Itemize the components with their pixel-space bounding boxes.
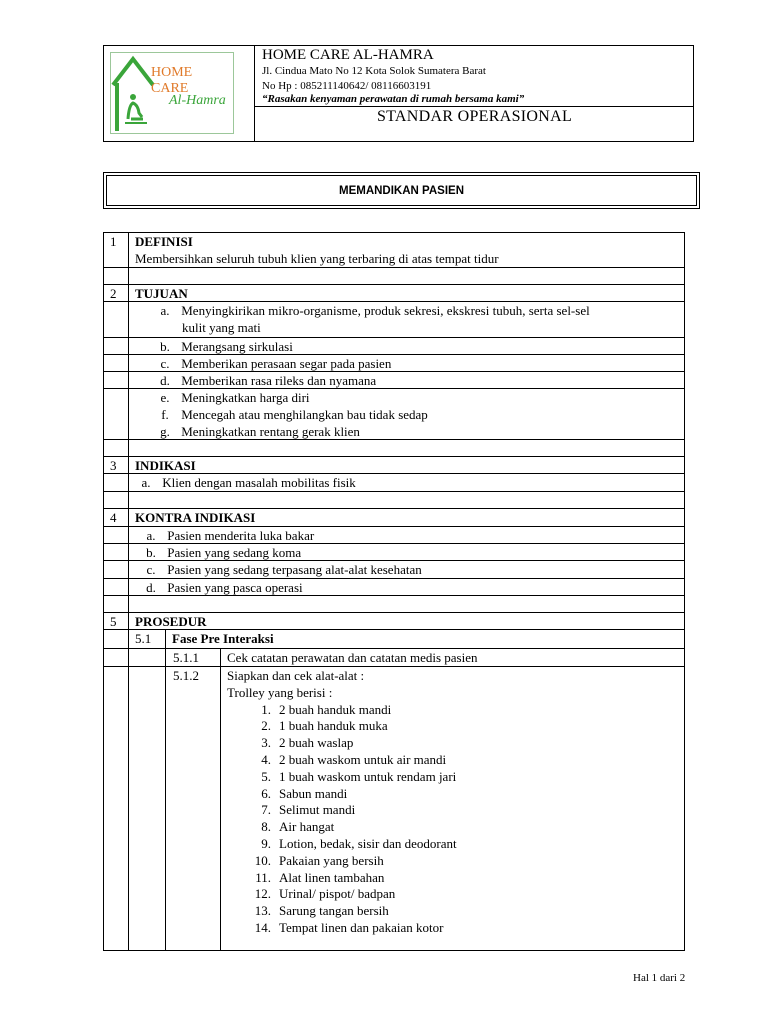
item-text: Meningkatkan harga diri xyxy=(181,390,310,405)
item-number: 11. xyxy=(255,869,271,885)
section-tujuan xyxy=(103,284,685,301)
section-heading: PROSEDUR xyxy=(135,614,207,629)
section-number: 5 xyxy=(104,613,129,629)
step-row xyxy=(103,666,685,951)
item-text: 2 buah handuk mandi xyxy=(279,701,392,717)
item-label: f. xyxy=(161,406,169,422)
list-item xyxy=(103,560,685,578)
section-indikasi xyxy=(103,456,685,473)
item-text: Pasien menderita luka bakar xyxy=(167,528,315,543)
item-number: 5. xyxy=(261,768,271,784)
list-item xyxy=(227,836,684,853)
item-text: Sarung tangan bersih xyxy=(279,903,389,919)
list-item xyxy=(103,301,685,337)
page-number: Hal 1 dari 2 xyxy=(633,972,686,984)
list-item xyxy=(227,735,684,752)
item-text: Klien dengan masalah mobilitas fisik xyxy=(162,475,356,490)
item-text: Air hangat xyxy=(279,819,335,835)
item-number: 7. xyxy=(261,802,271,818)
item-text: Pasien yang sedang terpasang alat-alat kesehatan xyxy=(167,562,422,577)
item-text-cont: kulit yang mati xyxy=(182,319,261,335)
list-item xyxy=(227,903,684,920)
item-number: 2. xyxy=(261,718,271,734)
item-text: 1 buah waskom untuk rendam jari xyxy=(279,768,457,784)
item-text: Pakaian yang bersih xyxy=(279,852,384,868)
item-number: 9. xyxy=(261,835,271,851)
step-text: Trolley yang berisi : xyxy=(227,684,333,700)
item-number: 14. xyxy=(254,919,271,935)
doc-type: STANDAR OPERASIONAL xyxy=(376,108,573,125)
item-text: 2 buah waslap xyxy=(279,735,354,751)
list-item xyxy=(103,371,685,388)
item-text: Sabun mandi xyxy=(279,785,348,801)
section-kontra xyxy=(103,508,685,526)
spacer-row xyxy=(103,267,685,284)
item-text: Merangsang sirkulasi xyxy=(181,339,293,354)
section-heading: INDIKASI xyxy=(135,458,196,473)
item-number: 8. xyxy=(261,819,271,835)
spacer-row xyxy=(103,439,685,456)
list-item xyxy=(227,769,684,786)
document-title: MEMANDIKAN PASIEN xyxy=(106,175,697,206)
item-label: a. xyxy=(160,303,170,318)
list-item xyxy=(103,526,685,543)
item-text: Urinal/ pispot/ badpan xyxy=(279,886,396,902)
item-label: c. xyxy=(160,356,170,371)
item-label: g. xyxy=(160,423,170,439)
subsection-number: 5.1 xyxy=(129,630,166,648)
org-address: Jl. Cindua Mato No 12 Kota Solok Sumatera Barat xyxy=(262,65,486,77)
list-item xyxy=(227,702,684,719)
org-tagline: “Rasakan kenyaman perawatan di rumah bersama kami” xyxy=(262,93,525,105)
item-label: e. xyxy=(160,390,170,405)
item-text: Mencegah atau menghilangkan bau tidak sedap xyxy=(181,406,428,422)
logo xyxy=(110,52,234,134)
step-text: Siapkan dan cek alat-alat : xyxy=(227,668,365,683)
logo-text-2: Al-Hamra xyxy=(169,93,226,108)
item-text: Lotion, bedak, sisir dan deodorant xyxy=(279,835,457,851)
item-number: 1. xyxy=(261,701,271,717)
step-number: 5.1.2 xyxy=(166,667,221,950)
item-label: d. xyxy=(160,373,170,388)
item-label: c. xyxy=(146,562,156,577)
item-number: 12. xyxy=(254,886,271,902)
spacer-row xyxy=(103,595,685,612)
item-text: 1 buah handuk muka xyxy=(279,718,388,734)
list-item xyxy=(103,337,685,354)
org-name: HOME CARE AL-HAMRA xyxy=(262,47,434,63)
list-item xyxy=(103,578,685,595)
org-phone: No Hp : 085211140642/ 08116603191 xyxy=(262,80,432,92)
step-text: Cek catatan perawatan dan catatan medis pasien xyxy=(227,650,478,665)
item-text: Memberikan perasaan segar pada pasien xyxy=(181,356,392,371)
item-number: 13. xyxy=(254,903,271,919)
logo-text-1: HOME CARE xyxy=(151,65,193,96)
step-row xyxy=(103,648,685,666)
list-item xyxy=(227,853,684,870)
item-text: Tempat linen dan pakaian kotor xyxy=(279,919,444,935)
list-item xyxy=(103,473,685,491)
subsection-pre-interaksi xyxy=(103,629,685,648)
section-heading: DEFINISI xyxy=(135,234,193,249)
section-heading: KONTRA INDIKASI xyxy=(135,510,256,525)
section-number: 4 xyxy=(104,509,129,526)
item-number: 4. xyxy=(261,751,271,767)
list-item xyxy=(227,819,684,836)
item-text: Selimut mandi xyxy=(279,802,356,818)
list-item xyxy=(227,752,684,769)
list-item xyxy=(103,543,685,560)
item-label: d. xyxy=(146,580,156,595)
item-text: 2 buah waskom untuk air mandi xyxy=(279,751,447,767)
item-text: Memberikan rasa rileks dan nyamana xyxy=(181,373,377,388)
step-number: 5.1.1 xyxy=(166,649,221,666)
section-number: 1 xyxy=(104,233,129,267)
item-number: 6. xyxy=(261,785,271,801)
list-item xyxy=(103,354,685,371)
section-number: 3 xyxy=(104,457,129,473)
list-item xyxy=(227,870,684,887)
item-label: b. xyxy=(146,545,156,560)
header-divider xyxy=(255,106,694,107)
spacer-row xyxy=(103,491,685,508)
section-number: 2 xyxy=(104,285,129,301)
section-definisi xyxy=(103,232,685,267)
definition-text: Membersihkan seluruh tubuh klien yang terbaring di atas tempat tidur xyxy=(135,250,499,266)
list-item xyxy=(227,920,684,937)
subsection-heading: Fase Pre Interaksi xyxy=(172,631,274,646)
item-text: Pasien yang sedang koma xyxy=(167,545,302,560)
item-label: a. xyxy=(146,528,156,543)
list-item xyxy=(227,718,684,735)
item-text: Menyingkirikan mikro-organisme, produk sekresi, ekskresi tubuh, serta sel-sel xyxy=(181,303,590,318)
item-number: 3. xyxy=(261,735,271,751)
list-item-group xyxy=(103,388,685,439)
list-item xyxy=(227,786,684,803)
item-label: a. xyxy=(141,475,151,490)
item-number: 10. xyxy=(254,852,271,868)
tools-list xyxy=(227,702,684,937)
item-text: Pasien yang pasca operasi xyxy=(167,580,303,595)
section-heading: TUJUAN xyxy=(135,286,188,301)
item-label: b. xyxy=(160,339,170,354)
list-item xyxy=(227,802,684,819)
item-text: Alat linen tambahan xyxy=(279,869,385,885)
section-prosedur xyxy=(103,612,685,629)
item-text: Meningkatkan rentang gerak klien xyxy=(181,423,360,439)
list-item xyxy=(227,886,684,903)
